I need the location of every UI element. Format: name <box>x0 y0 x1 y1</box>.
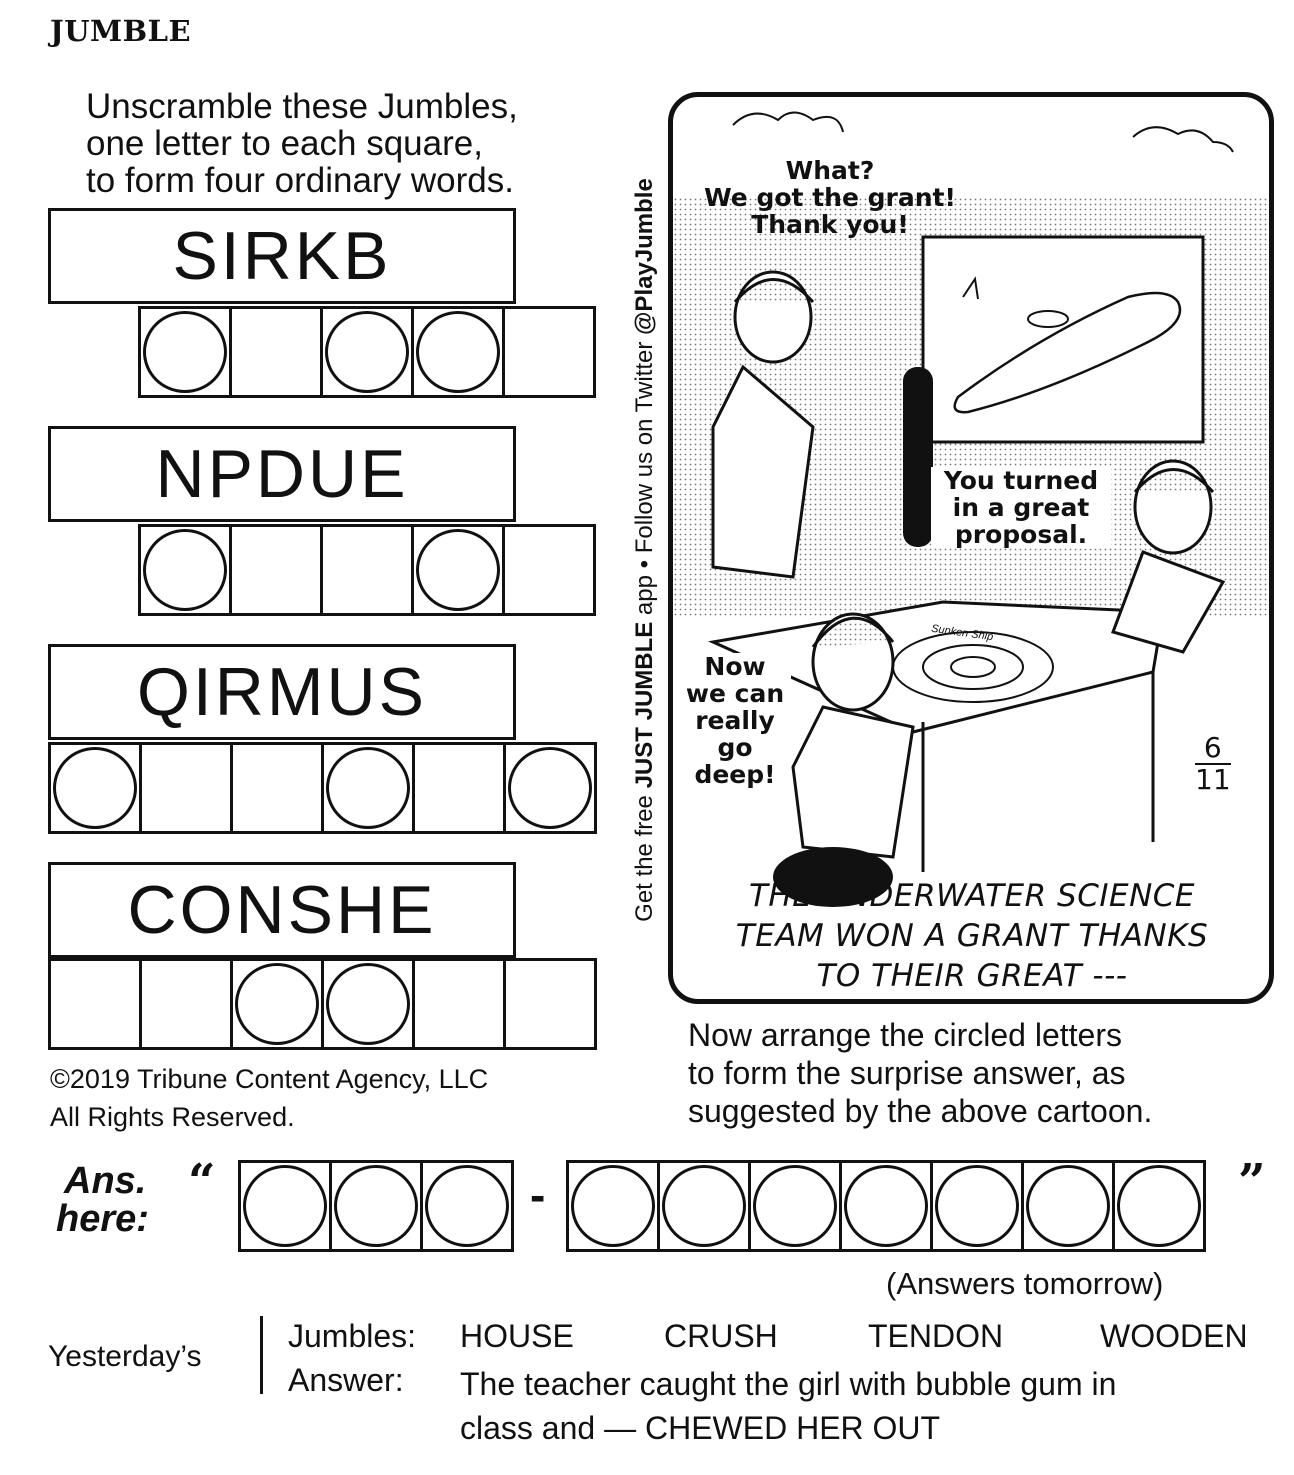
answer-letter-square[interactable] <box>748 1160 842 1252</box>
instructions-line: Unscramble these Jumbles, <box>86 87 518 126</box>
map-label: Sunken Ship <box>930 622 994 644</box>
circled-letter-square[interactable] <box>321 958 415 1050</box>
cloud-icon <box>733 113 843 133</box>
circled-letter-square[interactable] <box>138 306 232 398</box>
circle-marker <box>935 1165 1019 1247</box>
answer-letter-square[interactable] <box>1112 1160 1206 1252</box>
speech-line: What? <box>785 156 875 185</box>
arrange-instructions <box>688 1016 1152 1130</box>
yesterday-jumble: WOODEN <box>1100 1318 1248 1354</box>
circle-marker <box>508 747 592 829</box>
circled-letter-square[interactable] <box>411 306 505 398</box>
letter-square[interactable] <box>230 742 324 834</box>
circle-marker <box>571 1165 655 1247</box>
circled-letter-square[interactable] <box>503 742 597 834</box>
scrambled-word-4: CONSHE <box>48 862 516 958</box>
instructions-line: to form four ordinary words. <box>86 161 514 200</box>
promo-app-name: JUST JUMBLE <box>631 621 658 789</box>
scrambled-word-3: QIRMUS <box>48 644 516 740</box>
letter-square[interactable] <box>502 524 596 616</box>
copyright <box>50 1060 488 1136</box>
caption-line: TO THEIR GREAT --- <box>816 958 1128 994</box>
answer-label-line: here: <box>56 1198 149 1240</box>
answer-letter-square[interactable] <box>657 1160 751 1252</box>
circled-letter-square[interactable] <box>321 742 415 834</box>
arrange-line: Now arrange the circled letters <box>688 1017 1122 1053</box>
circle-marker <box>326 747 410 829</box>
circle-marker <box>325 311 409 393</box>
speech-bubble-girl <box>679 653 791 788</box>
yesterday-jumble: HOUSE <box>460 1318 574 1354</box>
yesterday-answer-label: Answer: <box>288 1362 404 1398</box>
speech-line: really <box>695 706 775 735</box>
arrange-line: suggested by the above cartoon. <box>688 1093 1153 1129</box>
speech-line: we can <box>685 679 785 708</box>
promo-suffix: app • Follow us on Twitter <box>631 334 658 622</box>
cartoon-date <box>1195 733 1231 795</box>
open-quote: “ <box>188 1154 216 1210</box>
scrambled-word-1: SIRKB <box>48 208 516 304</box>
circle-marker <box>1026 1165 1110 1247</box>
answer-row-2 <box>138 524 593 616</box>
speech-line: in a great <box>952 493 1090 522</box>
close-quote: ” <box>1238 1154 1266 1210</box>
yesterday-jumble: CRUSH <box>664 1318 778 1354</box>
circled-letter-square[interactable] <box>138 524 232 616</box>
answer-letter-square[interactable] <box>420 1160 514 1252</box>
copyright-line: All Rights Reserved. <box>50 1102 295 1132</box>
circled-letter-square[interactable] <box>320 306 414 398</box>
submarine-hatch <box>1028 311 1068 327</box>
letter-square[interactable] <box>502 306 596 398</box>
promo-twitter-handle: @PlayJumble <box>631 178 658 335</box>
answer-letter-square[interactable] <box>329 1160 423 1252</box>
circled-letter-square[interactable] <box>230 958 324 1050</box>
speech-bubble-scientist <box>931 467 1111 548</box>
speech-bubble-phone <box>685 157 975 238</box>
answer-letter-square[interactable] <box>930 1160 1024 1252</box>
puzzle-title: JUMBLE <box>50 14 192 48</box>
circle-marker <box>243 1165 327 1247</box>
answer-label-line: Ans. <box>64 1160 147 1202</box>
speech-line: go <box>717 733 753 762</box>
air-tank <box>903 367 933 547</box>
speech-line: You turned <box>943 466 1099 495</box>
scrambled-word-2: NPDUE <box>48 426 516 522</box>
instructions-line: one letter to each square, <box>86 124 483 163</box>
yesterday-answer-line: The teacher caught the girl with bubble gum in <box>460 1366 1117 1402</box>
instructions <box>86 88 518 199</box>
letter-square[interactable] <box>412 958 506 1050</box>
answer-group-2 <box>566 1160 1203 1252</box>
letter-square[interactable] <box>48 958 142 1050</box>
letter-square[interactable] <box>229 306 323 398</box>
letter-square[interactable] <box>229 524 323 616</box>
date-month: 6 <box>1195 733 1231 765</box>
circle-marker <box>53 747 137 829</box>
promo-text <box>631 178 659 922</box>
answer-row-3 <box>48 742 594 834</box>
answer-row-4 <box>48 958 594 1050</box>
circle-marker <box>844 1165 928 1247</box>
yesterday-jumbles-label: Jumbles: <box>288 1318 417 1354</box>
circle-marker <box>416 529 500 611</box>
promo-sidebar <box>620 110 670 990</box>
yesterday-label: Yesterday’s <box>48 1340 202 1373</box>
circled-letter-square[interactable] <box>411 524 505 616</box>
caption-line: THE UNDERWATER SCIENCE <box>748 878 1195 914</box>
circled-letter-square[interactable] <box>48 742 142 834</box>
speech-line: proposal. <box>954 520 1088 549</box>
girl-body <box>793 707 913 857</box>
answer-letter-square[interactable] <box>839 1160 933 1252</box>
speech-line: deep! <box>694 760 776 789</box>
circle-marker <box>425 1165 509 1247</box>
copyright-line: ©2019 Tribune Content Agency, LLC <box>50 1064 489 1094</box>
circle-marker <box>326 963 410 1045</box>
answer-dash: - <box>530 1169 546 1221</box>
circle-marker <box>143 529 227 611</box>
answer-letter-square[interactable] <box>238 1160 332 1252</box>
yesterday-divider <box>260 1316 263 1394</box>
answer-label <box>56 1162 149 1238</box>
circle-marker <box>416 311 500 393</box>
cartoon-caption <box>680 876 1264 996</box>
circle-marker <box>334 1165 418 1247</box>
letter-square[interactable] <box>412 742 506 834</box>
letter-square[interactable] <box>320 524 414 616</box>
answer-letter-square[interactable] <box>566 1160 660 1252</box>
cartoon-panel <box>668 92 1274 1004</box>
caption-line: TEAM WON A GRANT THANKS <box>735 918 1209 954</box>
answer-group-1 <box>238 1160 511 1252</box>
circle-marker <box>143 311 227 393</box>
yesterday-answer-line: class and — CHEWED HER OUT <box>460 1410 941 1446</box>
letter-square[interactable] <box>139 958 233 1050</box>
circle-marker <box>1117 1165 1201 1247</box>
circle-marker <box>662 1165 746 1247</box>
promo-prefix: Get the free <box>631 788 658 922</box>
yesterday-jumble: TENDON <box>868 1318 1004 1354</box>
cloud-icon <box>1133 127 1233 152</box>
answer-row-1 <box>138 306 593 398</box>
circle-marker <box>753 1165 837 1247</box>
speech-line: We got the grant! <box>704 183 956 212</box>
circle-marker <box>235 963 319 1045</box>
speech-line: Thank you! <box>751 210 909 239</box>
seafloor-map <box>893 632 1053 702</box>
letter-square[interactable] <box>139 742 233 834</box>
yesterday-answer <box>460 1362 1116 1450</box>
date-day: 11 <box>1195 763 1231 796</box>
speech-line: Now <box>704 652 766 681</box>
answer-letter-square[interactable] <box>1021 1160 1115 1252</box>
answers-tomorrow-note: (Answers tomorrow) <box>886 1266 1164 1301</box>
letter-square[interactable] <box>503 958 597 1050</box>
arrange-line: to form the surprise answer, as <box>688 1055 1126 1091</box>
